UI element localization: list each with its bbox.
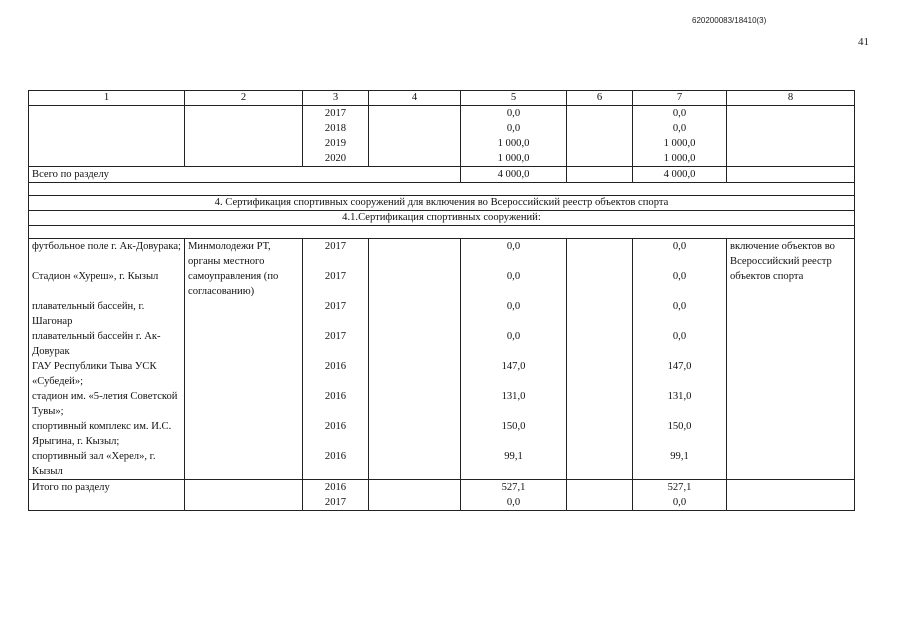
amount-cell: 147,0: [667, 361, 692, 372]
amount-cell: 0,0: [506, 241, 521, 252]
section-total-col5: 4 000,0: [461, 167, 567, 183]
col-header-8: 8: [727, 91, 855, 106]
table-row: [29, 106, 855, 167]
year-cell: 2017: [324, 241, 347, 252]
amount-cell: 0,0: [672, 241, 687, 252]
year-cell: 2017: [324, 271, 347, 282]
year-cell: 2016: [324, 421, 347, 432]
amount-cell: 0,0: [672, 108, 687, 119]
amount-cell: 0,0: [506, 497, 521, 508]
facility-name: стадион им. «5-летия Советской Тувы»;: [32, 391, 178, 417]
amount-cell: 0,0: [506, 271, 521, 282]
col-header-1: 1: [29, 91, 185, 106]
amount-cell: 0,0: [672, 123, 687, 134]
year-cell: 2016: [324, 391, 347, 402]
amount-cell: 527,1: [501, 482, 526, 493]
amount-cell: 0,0: [672, 271, 687, 282]
amount-cell: 1 000,0: [497, 153, 530, 164]
program-table: [28, 90, 855, 511]
year-cell: 2016: [324, 361, 347, 372]
col-header-6: 6: [567, 91, 633, 106]
amount-cell: 99,1: [504, 451, 523, 462]
section-4-title: 4. Сертификация спортивных сооружений для включения во Всероссийский реестр объектов спорта: [29, 196, 855, 211]
year-cell: 2020: [324, 153, 347, 164]
section-4-1-title: 4.1.Сертификация спортивных сооружений:: [29, 211, 855, 226]
amount-cell: 1 000,0: [663, 138, 696, 149]
col-header-2: 2: [185, 91, 303, 106]
year-cell: 2017: [324, 108, 347, 119]
amount-cell: 0,0: [506, 108, 521, 119]
facility-name: футбольное поле г. Ак-Довурака;: [32, 241, 181, 252]
blank-row: [29, 183, 855, 196]
amount-cell: 0,0: [506, 123, 521, 134]
year-cell: 2016: [324, 482, 347, 493]
amount-cell: 150,0: [501, 421, 526, 432]
amount-cell: 131,0: [667, 391, 692, 402]
year-cell: 2019: [324, 138, 347, 149]
facility-row: [29, 239, 855, 480]
amount-cell: 131,0: [501, 391, 526, 402]
col-header-4: 4: [369, 91, 461, 106]
col-header-7: 7: [633, 91, 727, 106]
section-total-label: Всего по разделу: [29, 167, 461, 183]
col-header-5: 5: [461, 91, 567, 106]
year-cell: 2017: [324, 301, 347, 312]
subsection-title-row: [29, 211, 855, 226]
amount-cell: 147,0: [501, 361, 526, 372]
facility-name: ГАУ Республики Тыва УСК «Субедей»;: [32, 361, 157, 387]
section-total-row: [29, 167, 855, 183]
amount-cell: 0,0: [672, 497, 687, 508]
amount-cell: 0,0: [672, 331, 687, 342]
facility-name: плавательный бассейн г. Ак-Довурак: [32, 331, 161, 357]
section-total-col7: 4 000,0: [633, 167, 727, 183]
facility-name: Стадион «Хуреш», г. Кызыл: [32, 271, 159, 282]
facility-name: спортивный зал «Херел», г. Кызыл: [32, 451, 156, 477]
year-cell: 2017: [324, 497, 347, 508]
amount-cell: 0,0: [506, 301, 521, 312]
column-number-row: [29, 91, 855, 106]
year-cell: 2016: [324, 451, 347, 462]
year-cell: 2017: [324, 331, 347, 342]
amount-cell: 0,0: [506, 331, 521, 342]
amount-cell: 99,1: [670, 451, 689, 462]
amount-cell: 1 000,0: [497, 138, 530, 149]
facility-name: спортивный комплекс им. И.С. Ярыгина, г. Кызыл;: [32, 421, 172, 447]
amount-cell: 150,0: [667, 421, 692, 432]
amount-cell: 0,0: [672, 301, 687, 312]
section-itogo-row: [29, 480, 855, 511]
expected-result-cell: включение объектов во Всероссийский реестр объектов спорта: [727, 239, 855, 480]
section-title-row: [29, 196, 855, 211]
executor-cell: Минмолодежи РТ, органы местного самоуправления (по согласованию): [185, 239, 303, 480]
itogo-label: Итого по разделу: [29, 480, 185, 511]
document-code: 620200083/18410(3): [692, 16, 767, 25]
col-header-3: 3: [303, 91, 369, 106]
amount-cell: 527,1: [667, 482, 692, 493]
amount-cell: 1 000,0: [663, 153, 696, 164]
blank-row: [29, 226, 855, 239]
page-number: 41: [858, 36, 869, 48]
year-cell: 2018: [324, 123, 347, 134]
facility-name: плавательный бассейн, г. Шагонар: [32, 301, 145, 327]
